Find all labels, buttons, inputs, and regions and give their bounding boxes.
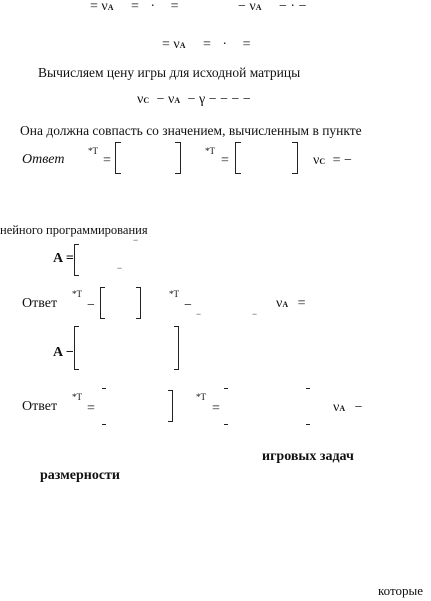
- superscript-t: *T: [72, 289, 82, 299]
- subscript: C: [143, 96, 150, 105]
- nu-symbol: = ν: [90, 0, 108, 14]
- formula-tail: − · −: [279, 0, 307, 14]
- subscript: A: [179, 41, 186, 50]
- subscript: A: [339, 404, 346, 413]
- left-bracket: [100, 287, 105, 319]
- nu-symbol: ν: [313, 153, 320, 168]
- minus-sign: −: [87, 298, 95, 313]
- equals: =: [203, 37, 211, 52]
- superscript-t: *T: [169, 289, 179, 299]
- minus-sign: −: [184, 298, 192, 313]
- dot: ·: [222, 37, 228, 52]
- formula-mark: −: [196, 309, 202, 319]
- formula-game-value: [137, 93, 251, 107]
- answer-label-2: Ответ: [22, 296, 58, 311]
- right-bracket: [168, 390, 173, 422]
- heading-dimension: размерности: [40, 468, 120, 483]
- superscript-t: *T: [196, 392, 206, 402]
- nu-symbol: ν: [333, 400, 340, 415]
- matrix-a-label: A −: [53, 345, 74, 360]
- formula-line-2: [162, 38, 251, 52]
- formula-mark: [306, 388, 310, 389]
- formula-mark: [102, 388, 106, 389]
- superscript-t: *T: [88, 146, 98, 156]
- paragraph-game-value: Вычисляем цену игры для исходной матрицы: [38, 65, 301, 80]
- equals: =: [242, 37, 251, 52]
- minus-nu: − ν: [238, 0, 256, 14]
- subscript: A: [174, 96, 181, 105]
- right-bracket: [136, 287, 141, 319]
- left-bracket: [115, 142, 121, 174]
- matrix-left-bracket: [74, 326, 79, 370]
- nu-a-value: [276, 297, 306, 311]
- equals: =: [87, 401, 95, 416]
- formula-tail: − γ − − − −: [187, 92, 251, 107]
- formula-mark: [102, 424, 106, 425]
- subscript: A: [107, 3, 114, 12]
- matrix-a-label: A =: [53, 251, 74, 266]
- subscript: A: [255, 3, 262, 12]
- right-bracket: [292, 142, 298, 174]
- matrix-mark: −: [117, 263, 123, 273]
- right-bracket: [175, 142, 181, 174]
- heading-game-tasks: игровых задач: [262, 449, 354, 464]
- nu-symbol: = ν: [162, 37, 180, 52]
- left-bracket: [235, 142, 241, 174]
- superscript-t: *T: [205, 146, 215, 156]
- equals: =: [297, 296, 306, 311]
- nu-c-value: [313, 154, 352, 168]
- dot: ·: [150, 0, 156, 14]
- equals: =: [103, 153, 111, 168]
- equals: =: [212, 401, 220, 416]
- answer-label-3: Ответ: [22, 399, 58, 414]
- formula-mark: [224, 388, 228, 389]
- nu-symbol: ν: [137, 92, 144, 107]
- matrix-mark: −: [133, 235, 139, 245]
- equals: =: [131, 0, 139, 14]
- paragraph-linear-programming: нейного программирования: [0, 223, 148, 237]
- equals: =: [221, 153, 229, 168]
- matrix-left-bracket: [74, 244, 79, 276]
- superscript-t: *T: [72, 392, 82, 402]
- footer-word: которые: [378, 583, 423, 598]
- minus-sign: −: [354, 400, 363, 415]
- minus-nu: − ν: [156, 92, 175, 107]
- nu-symbol: ν: [276, 296, 283, 311]
- paragraph-must-match: Она должна совпасть со значением, вычисленным в пункте: [20, 123, 362, 138]
- answer-label-1: Ответ: [22, 152, 65, 167]
- formula-mark: −: [252, 309, 258, 319]
- formula-tail: = −: [332, 153, 352, 168]
- formula-mark: [224, 424, 228, 425]
- equals: =: [170, 0, 179, 14]
- matrix-right-bracket: [174, 326, 179, 370]
- formula-line-1: [90, 0, 306, 14]
- subscript: A: [282, 300, 289, 309]
- formula-mark: [306, 424, 310, 425]
- subscript: C: [319, 157, 326, 166]
- nu-a-value: [333, 401, 363, 415]
